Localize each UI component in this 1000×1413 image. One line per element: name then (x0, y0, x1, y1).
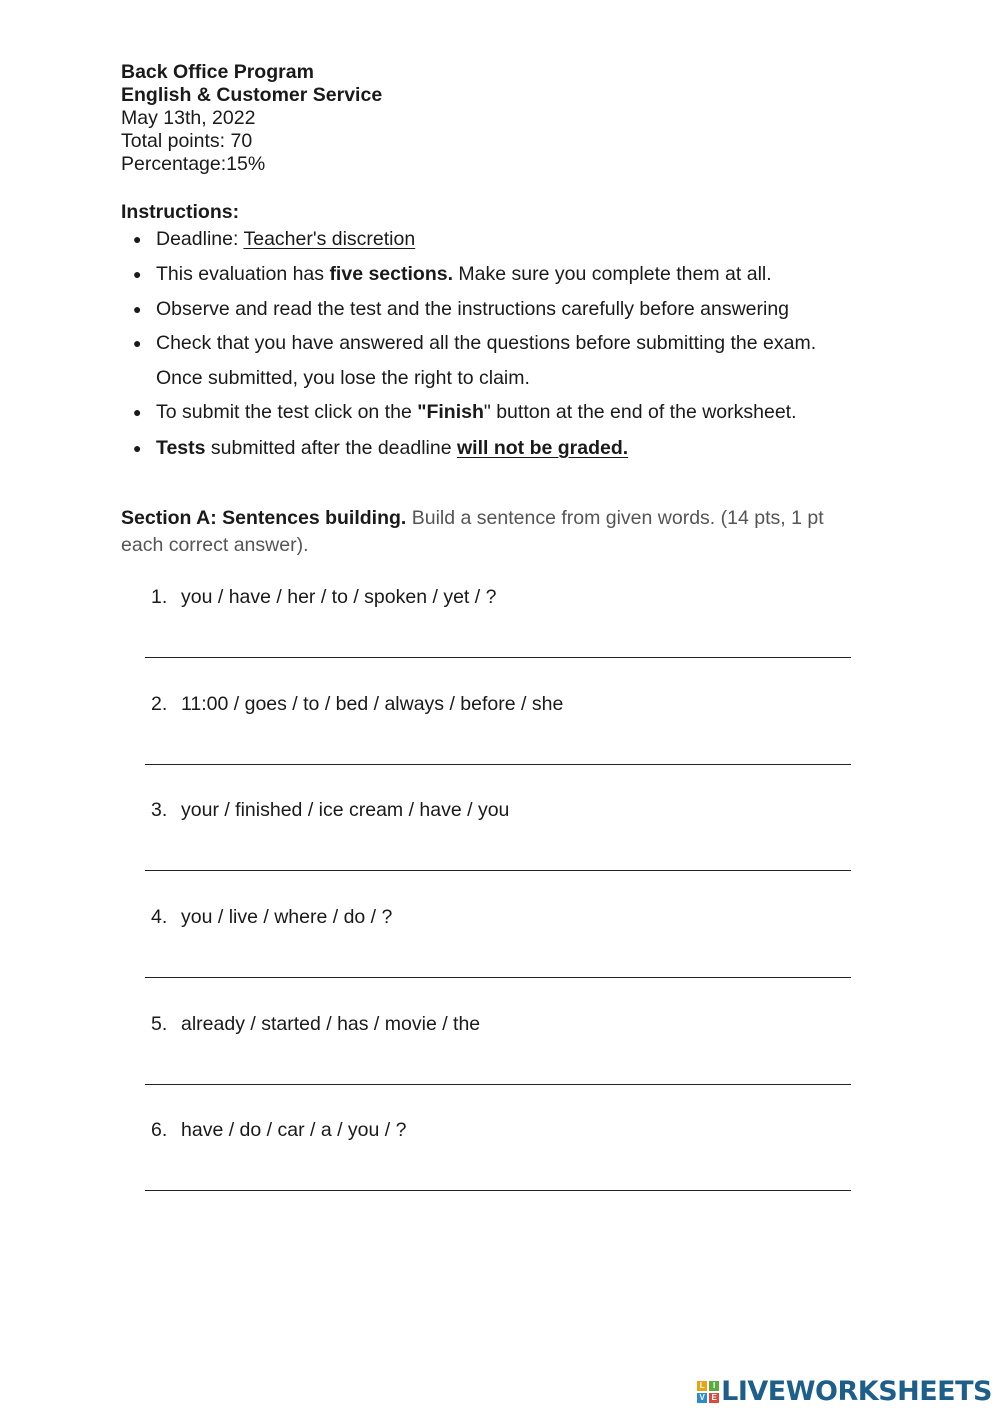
bullet-icon: ● (133, 231, 142, 247)
instruction-emphasis: Tests (156, 437, 206, 459)
question-number: 2. (151, 693, 168, 715)
instruction-text: " button at the end of the worksheet. (483, 401, 797, 423)
total-points: Total points: 70 (121, 130, 253, 152)
question-text: 11:00 / goes / to / bed / always / before / she (181, 693, 564, 715)
logo-mark-letter: E (709, 1393, 719, 1403)
question-text: your / finished / ice cream / have / you (181, 799, 510, 821)
instructions-title: Instructions: (121, 201, 240, 223)
logo-text: LIVEWORKSHEETS (721, 1376, 992, 1407)
section-a-title: Section A: Sentences building. (121, 507, 407, 529)
question-text: already / started / has / movie / the (181, 1013, 481, 1035)
answer-line-6[interactable] (145, 1190, 851, 1191)
answer-line-5[interactable] (145, 1084, 851, 1085)
instruction-text: Check that you have answered all the questions before submitting the exam. (156, 332, 817, 354)
instruction-emphasis: five sections. (329, 263, 453, 285)
percentage: Percentage:15% (121, 153, 266, 175)
instruction-text: This evaluation has (156, 263, 330, 285)
finish-reference: "Finish (417, 401, 484, 423)
instruction-text: Make sure you complete them at all. (453, 263, 772, 285)
exam-date: May 13th, 2022 (121, 107, 256, 129)
question-number: 1. (151, 586, 168, 608)
course-title: English & Customer Service (121, 84, 383, 106)
question-text: have / do / car / a / you / ? (181, 1119, 407, 1141)
bullet-icon: ● (133, 301, 142, 317)
instruction-text: To submit the test click on the (156, 401, 418, 423)
question-2 (151, 692, 563, 716)
question-number: 6. (151, 1119, 168, 1141)
late-warning: will not be graded. (457, 437, 629, 459)
question-3 (151, 798, 509, 822)
instruction-text: Once submitted, you lose the right to claim. (156, 367, 530, 389)
deadline-value: Teacher's discretion (243, 228, 416, 250)
section-a-description: Build a sentence from given words. (14 pts, 1 pt each correct answer). (121, 507, 824, 556)
program-title: Back Office Program (121, 61, 314, 83)
instruction-text: Observe and read the test and the instructions carefully before answering (156, 298, 790, 320)
instruction-text: submitted after the deadline (205, 437, 457, 459)
logo-mark-letter: V (697, 1393, 707, 1403)
bullet-icon: ● (133, 266, 142, 282)
question-5 (151, 1012, 480, 1036)
logo-mark-letter: L (697, 1381, 707, 1391)
answer-line-1[interactable] (145, 657, 851, 658)
logo-mark-letter: I (709, 1381, 719, 1391)
bullet-icon: ● (133, 404, 142, 420)
section-a-heading (121, 505, 861, 559)
answer-line-4[interactable] (145, 977, 851, 978)
question-number: 5. (151, 1013, 168, 1035)
answer-line-3[interactable] (145, 870, 851, 871)
question-6 (151, 1118, 406, 1142)
deadline-label: Deadline: (156, 228, 244, 250)
logo-mark-icon (697, 1381, 719, 1403)
question-text: you / live / where / do / ? (181, 906, 393, 928)
bullet-icon: ● (133, 335, 142, 351)
question-1 (151, 585, 496, 609)
answer-line-2[interactable] (145, 764, 851, 765)
question-text: you / have / her / to / spoken / yet / ? (181, 586, 497, 608)
question-4 (151, 905, 392, 929)
question-number: 3. (151, 799, 168, 821)
liveworksheets-logo (697, 1376, 992, 1407)
bullet-icon: ● (133, 440, 142, 456)
question-number: 4. (151, 906, 168, 928)
